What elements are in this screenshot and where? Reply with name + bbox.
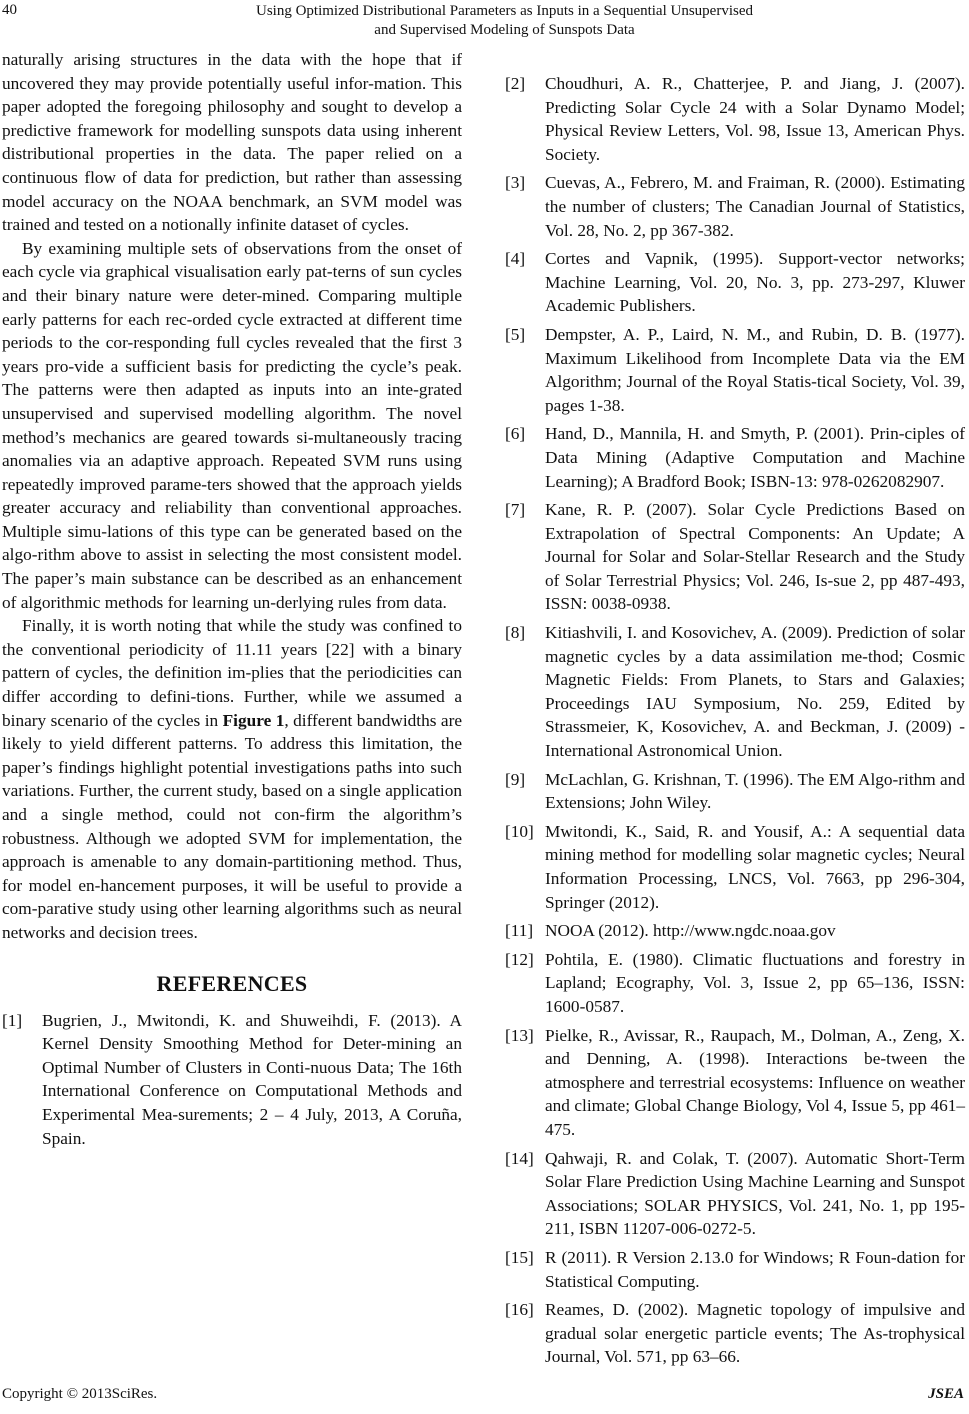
reference-number: [4] (505, 249, 526, 269)
reference-item (505, 1147, 965, 1241)
reference-item (505, 768, 965, 815)
reference-text: Pielke, R., Avissar, R., Raupach, M., Dolman, A., Zeng, X. and Denning, A. (1998). Interactions be-tween the atmosphere and terrestrial ecosystems: Influence on weather and climate; Global Change Biology, Vol 4, Issue 5, pp 461–475. (545, 1025, 965, 1139)
left-column (2, 48, 462, 1155)
reference-number: [13] (505, 1025, 534, 1045)
body-paragraph-1: naturally arising structures in the data with the hope that if uncovered they may provide potentially useful infor-mation. This paper adopted the foregoing philosophy and sought to develop a predictive framework for modelling sunspots data using inherent distributional properties in the data. The paper relied on a continuous flow of data for prediction, but rather than assessing model accuracy on the NOAA benchmark, an SVM model was trained and tested on a notionally infinite dataset of cycles. (2, 50, 462, 235)
reference-number: [6] (505, 424, 526, 444)
reference-number: [5] (505, 324, 526, 344)
reference-item (505, 1246, 965, 1293)
reference-item (505, 948, 965, 1019)
reference-number: [11] (505, 921, 534, 941)
reference-text: Dempster, A. P., Laird, N. M., and Rubin, D. B. (1977). Maximum Likelihood from Incomplete Data via the EM Algorithm; Journal of the Royal Statis-tical Society, Vol. 39, pages 1-38. (545, 324, 965, 415)
body-paragraph-3-part-1: Finally, it is worth noting that while the study was confined to the conventional periodicity of 11.11 years [22] with a binary pattern of cycles, the definition im-plies that the periodicities can differ according to defini-tions. Further, while we assumed a binary scenario of the cycles in (2, 616, 462, 730)
reference-number: [16] (505, 1300, 534, 1320)
reference-number: [1] (2, 1010, 23, 1030)
reference-item (505, 498, 965, 616)
reference-item (505, 72, 965, 166)
references-heading: REFERENCES (156, 970, 308, 996)
reference-text: Kane, R. P. (2007). Solar Cycle Predictions Based on Extrapolation of Spectral Components: An Update; A Journal for Solar and Solar-Stellar Research and the Study of Solar Terrestrial Physics; Vol. 246, Is-sue 2, pp 487-493, ISSN: 0038-0938. (545, 500, 965, 614)
reference-number: [8] (505, 623, 526, 643)
journal-abbreviation: JSEA (928, 1386, 964, 1402)
reference-text: Qahwaji, R. and Colak, T. (2007). Automatic Short-Term Solar Flare Prediction Using Machine Learning and Sunspot Associations; SOLAR PHYSICS, Vol. 241, No. 1, pp 195-211, ISBN 11207-006-0272-5. (545, 1148, 965, 1239)
running-title (60, 2, 949, 40)
reference-number: [15] (505, 1247, 534, 1267)
reference-number: [10] (505, 821, 534, 841)
reference-item (505, 1298, 965, 1369)
reference-text: R (2011). R Version 2.13.0 for Windows; R Foun-dation for Statistical Computing. (545, 1247, 965, 1291)
reference-item (505, 171, 965, 242)
reference-item (505, 820, 965, 914)
body-paragraph-2: By examining multiple sets of observations from the onset of each cycle via graphical visualisation early pat-terns of sun cycles and their binary nature were deter-mined. Comparing multiple early patterns for each rec-orded cycle extracted at different time periods to the cor-responding full cycles revealed that the first 3 years pro-vide a sufficient basis for predicting the cycle’s peak. The patterns were then adapted as inputs into an inte-grated unsupervised and supervised modelling algorithm. The novel method’s mechanics are geared towards si-multaneously tracing anomalies via an adaptive approach. Repeated SVM runs using repeatedly improved parame-ters showed that the approach yields greater accuracy and reliability than conventional approaches. Multiple simu-lations of this type can be generated based on the algo-rithm above to assist in selecting the most consistent model. The paper’s main substance can be described as an enhancement of algorithmic methods for learning un-derlying rules from data. (2, 238, 462, 612)
running-title-line-2: and Supervised Modeling of Sunspots Data (374, 22, 635, 38)
reference-item (505, 1024, 965, 1142)
running-title-line-1: Using Optimized Distributional Parameters as Inputs in a Sequential Unsupervised (256, 3, 753, 19)
reference-text: Reames, D. (2002). Magnetic topology of impulsive and gradual solar energetic particle events; The As-trophysical Journal, Vol. 571, pp 63–66. (545, 1300, 965, 1367)
reference-number: [14] (505, 1148, 534, 1168)
reference-item (505, 621, 965, 763)
reference-text: Pohtila, E. (1980). Climatic fluctuations and forestry in Lapland; Ecography, Vol. 3, Issue 2, pp 65–136, ISSN: 1600-0587. (545, 949, 965, 1016)
reference-text: Kitiashvili, I. and Kosovichev, A. (2009). Prediction of solar magnetic cycles by a data assimilation me-thod; Cosmic Magnetic Fields: From Planets, to Stars and Galaxies; Proceedings IAU Symposium, No. 259, Edited by Strassmeier, K, Kosovichev, A. and Beckman, J. (2009) - International Astronomical Union. (545, 623, 965, 761)
reference-text: NOOA (2012). http://www.ngdc.noaa.gov (545, 921, 836, 941)
reference-number: [7] (505, 500, 526, 520)
reference-text: Cuevas, A., Febrero, M. and Fraiman, R. (2000). Estimating the number of clusters; The Canadian Journal of Statistics, Vol. 28, No. 2, pp 367-382. (545, 173, 965, 240)
reference-number: [3] (505, 173, 526, 193)
reference-number: [2] (505, 74, 526, 93)
reference-item (505, 323, 965, 417)
reference-item (505, 919, 965, 943)
reference-item (505, 247, 965, 318)
page-footer (2, 1386, 964, 1403)
reference-text: Hand, D., Mannila, H. and Smyth, P. (2001). Prin-ciples of Data Mining (Adaptive Computation and Machine Learning); A Bradford Book; ISBN-13: 978-0262082907. (545, 424, 965, 491)
right-column (505, 72, 965, 1374)
reference-text: Cortes and Vapnik, (1995). Support-vector networks; Machine Learning, Vol. 20, No. 3, pp. 273-297, Kluwer Academic Publishers. (545, 249, 965, 316)
page-number: 40 (2, 2, 17, 18)
reference-text: McLachlan, G. Krishnan, T. (1996). The EM Algo-rithm and Extensions; John Wiley. (545, 769, 965, 813)
copyright-notice: Copyright © 2013SciRes. (2, 1386, 158, 1402)
figure-reference: Figure 1 (222, 710, 285, 730)
page-header (0, 0, 969, 40)
reference-number: [9] (505, 769, 526, 789)
reference-number: [12] (505, 949, 534, 969)
reference-item (2, 1009, 462, 1151)
body-paragraph-3 (2, 614, 462, 944)
reference-text: Mwitondi, K., Said, R. and Yousif, A.: A sequential data mining method for modelling solar magnetic cycles; Neural Information Processing, LNCS, Vol. 7663, pp 296-304, Springer (2012). (545, 821, 965, 912)
reference-item (505, 422, 965, 493)
reference-text: Bugrien, J., Mwitondi, K. and Shuweihdi, F. (2013). A Kernel Density Smoothing Method for Deter-mining an Optimal Number of Clusters in Conti-nuous Data; The 16th International Conference on Computational Methods and Experimental Mea-surements; 2 – 4 July, 2013, A Coruña, Spain. (42, 1010, 462, 1148)
reference-text: Choudhuri, A. R., Chatterjee, P. and Jiang, J. (2007). Predicting Solar Cycle 24 with a Solar Dynamo Model; Physical Review Letters, Vol. 98, Issue 13, American Phys. Society. (545, 74, 965, 164)
body-paragraph-3-part-2: , different bandwidths are likely to yield different patterns. To address this limitation, the paper’s findings highlight potential investigations paths into such variations. Further, the current study, based on a single application and a single method, could not con-firm the algorithm’s robustness. Although we adopted SVM for implementation, the approach is amenable to any domain-partitioning method. Thus, for model en-hancement purposes, it will be useful to provide a com-parative study using other learning algorithms such as neural networks and decision trees. (2, 710, 463, 942)
